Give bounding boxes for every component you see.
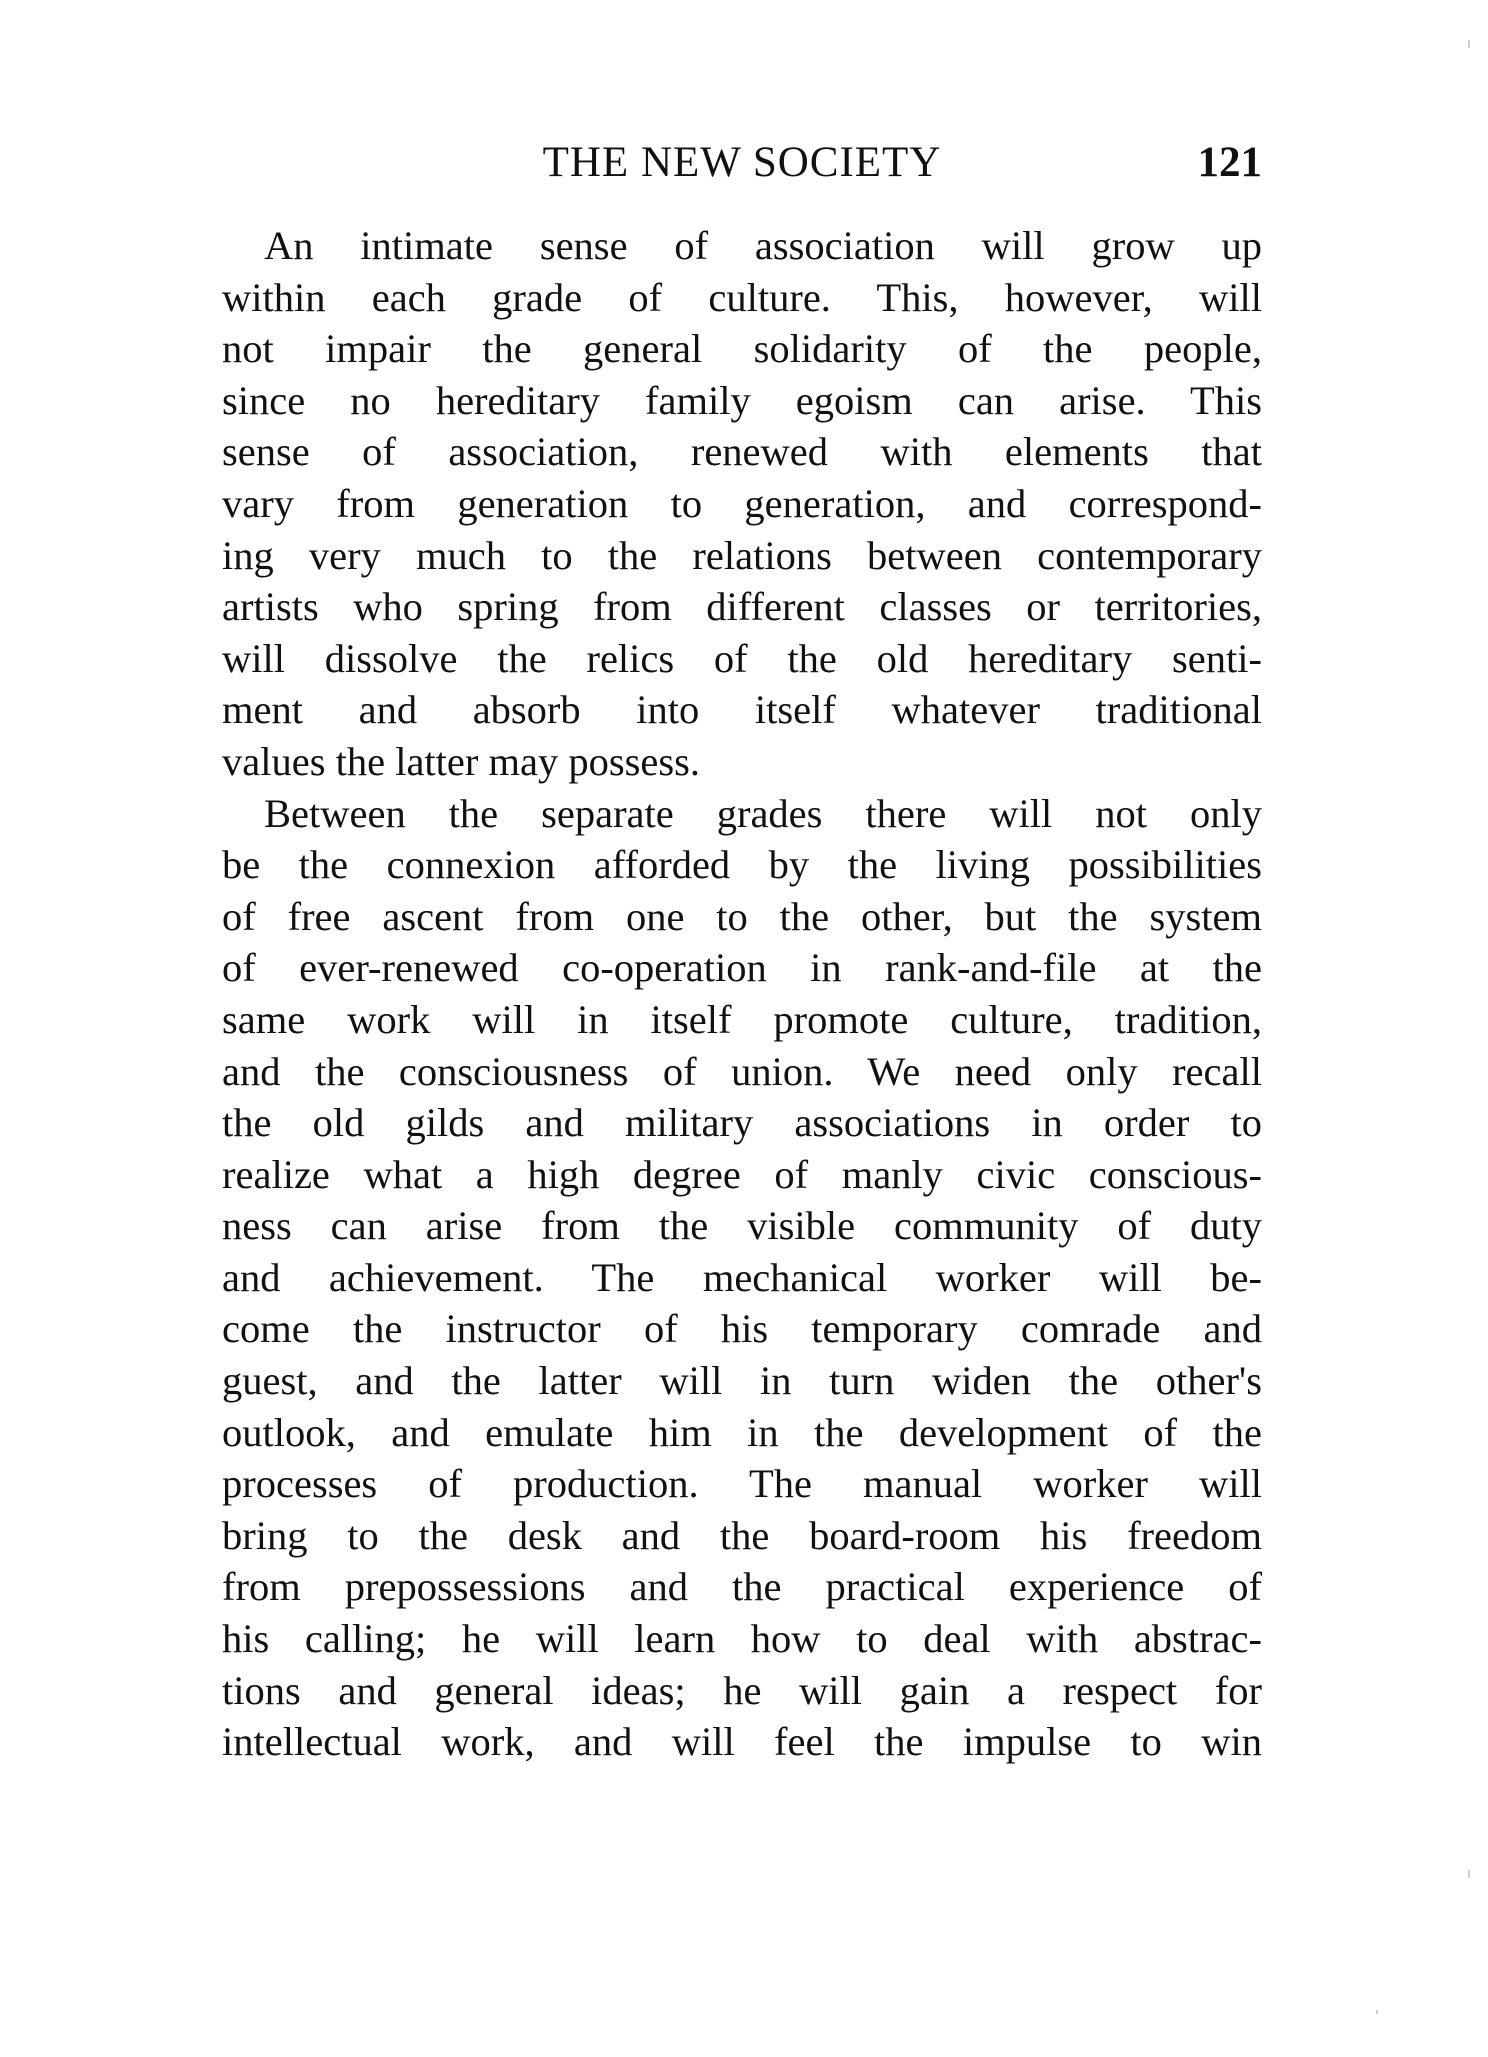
text-line: will dissolve the relics of the old hereditary senti- [222, 635, 1262, 681]
running-head [222, 133, 1262, 193]
text-line: not impair the general solidarity of the people, [222, 326, 1262, 372]
text-line: tions and general ideas; he will gain a respect for [222, 1667, 1262, 1713]
scan-speck [1468, 40, 1470, 48]
running-title: THE NEW SOCIETY [542, 139, 942, 186]
text-line: his calling; he will learn how to deal with abstrac- [222, 1616, 1262, 1662]
text-line: artists who spring from different classes or territories, [222, 584, 1262, 630]
text-line: same work will in itself promote culture, tradition, [222, 996, 1262, 1042]
text-line: come the instructor of his temporary comrade and [222, 1306, 1262, 1352]
text-line: sense of association, renewed with elements that [222, 429, 1262, 475]
text-line: ness can arise from the visible community of duty [222, 1203, 1262, 1249]
scan-speck [1376, 2010, 1378, 2014]
text-line: processes of production. The manual worker will [222, 1461, 1262, 1507]
text-line: guest, and the latter will in turn widen the other's [222, 1358, 1262, 1404]
text-line: ing very much to the relations between contemporary [222, 532, 1262, 578]
text-line: outlook, and emulate him in the development of the [222, 1409, 1262, 1455]
text-line: vary from generation to generation, and correspond- [222, 480, 1262, 526]
page-number: 121 [1197, 139, 1262, 186]
text-line: since no hereditary family egoism can arise. This [222, 377, 1262, 423]
text-line: intellectual work, and will feel the impulse to win [222, 1719, 1262, 1765]
text-line: values the latter may possess. [222, 738, 701, 784]
text-line: and achievement. The mechanical worker will be- [222, 1254, 1262, 1300]
text-line: ment and absorb into itself whatever traditional [222, 687, 1262, 733]
text-line: realize what a high degree of manly civic conscious- [222, 1151, 1262, 1197]
scan-speck [1468, 1870, 1470, 1878]
text-line: of ever-renewed co-operation in rank-and-file at the [222, 945, 1262, 991]
text-line: An intimate sense of association will grow up [264, 223, 1262, 268]
paragraph-2 [222, 788, 1262, 1768]
text-line: within each grade of culture. This, however, will [222, 274, 1262, 320]
paragraph-1 [222, 220, 1262, 788]
text-line: from prepossessions and the practical experience of [222, 1564, 1262, 1610]
text-line: bring to the desk and the board-room his freedom [222, 1512, 1262, 1558]
text-line: of free ascent from one to the other, but the system [222, 893, 1262, 939]
body-text [222, 220, 1262, 1768]
text-line: be the connexion afforded by the living possibilities [222, 842, 1262, 888]
text-line: Between the separate grades there will not only [264, 790, 1262, 836]
text-line: and the consciousness of union. We need only recall [222, 1048, 1262, 1094]
text-line: the old gilds and military associations in order to [222, 1100, 1262, 1146]
